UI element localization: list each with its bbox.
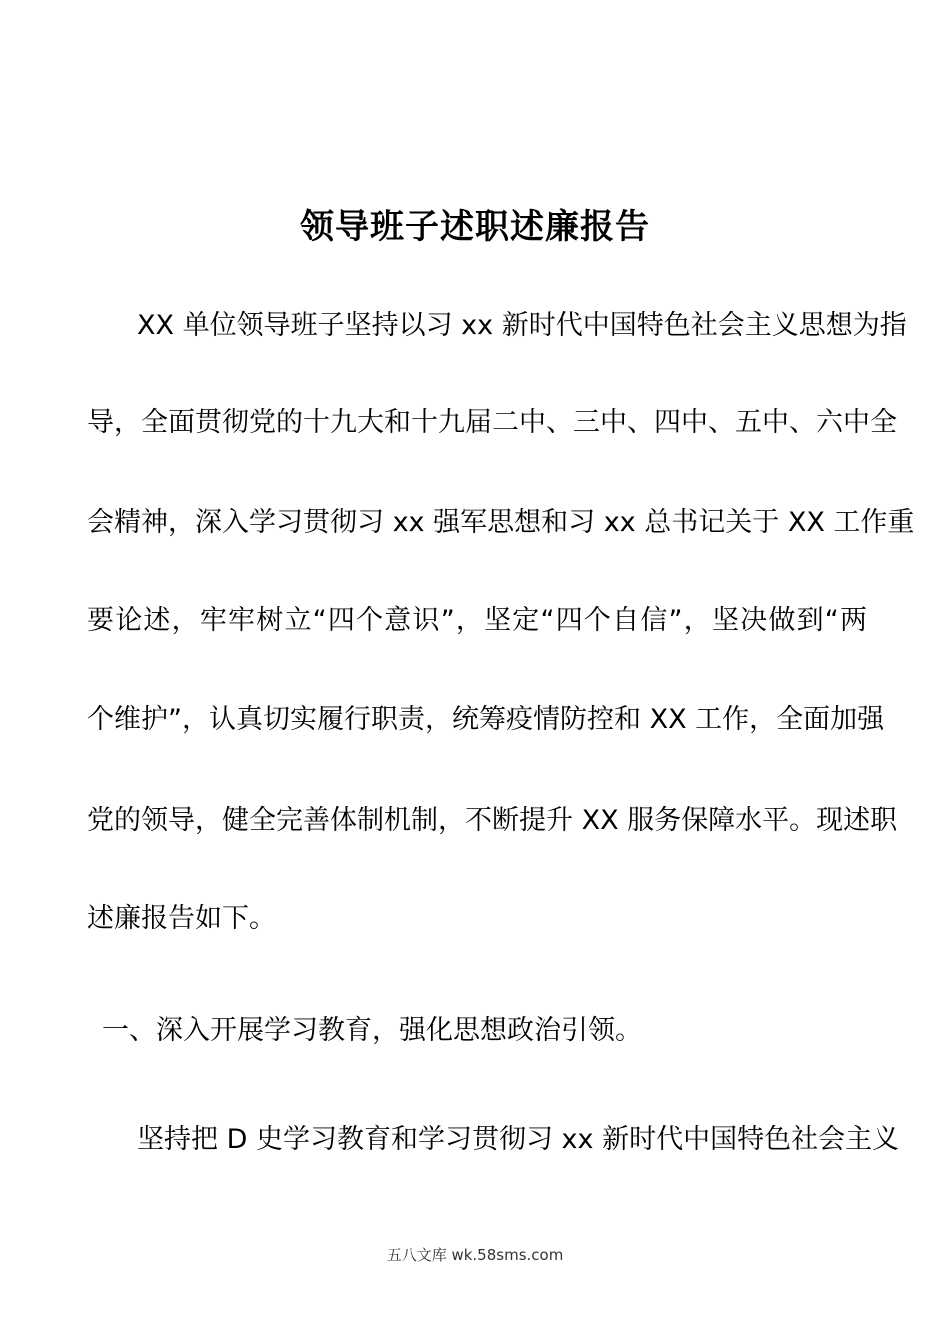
paragraph-line: 坚持把 D 史学习教育和学习贯彻习 xx 新时代中国特色社会主义 <box>137 1124 900 1155</box>
paragraph-line: 个维护”，认真切实履行职责，统筹疫情防控和 XX 工作，全面加强 <box>87 704 885 735</box>
footer-watermark: 五八文库 wk.58sms.com <box>386 1246 564 1264</box>
paragraph-line: 述廉报告如下。 <box>87 903 276 934</box>
paragraph-line: 导，全面贯彻党的十九大和十九届二中、三中、四中、五中、六中全 <box>87 407 897 438</box>
paragraph-line: XX 单位领导班子坚持以习 xx 新时代中国特色社会主义思想为指 <box>137 310 907 341</box>
paragraph-line: 会精神，深入学习贯彻习 xx 强军思想和习 xx 总书记关于 XX 工作重 <box>87 507 915 538</box>
paragraph-line: 要论述，牢牢树立“四个意识”，坚定“四个自信”，坚决做到“两 <box>87 605 867 636</box>
paragraph-line: 党的领导，健全完善体制机制，不断提升 XX 服务保障水平。现述职 <box>87 805 898 836</box>
document-title: 领导班子述职述廉报告 <box>300 207 650 247</box>
section-heading: 一、深入开展学习教育，强化思想政治引领。 <box>102 1015 642 1046</box>
